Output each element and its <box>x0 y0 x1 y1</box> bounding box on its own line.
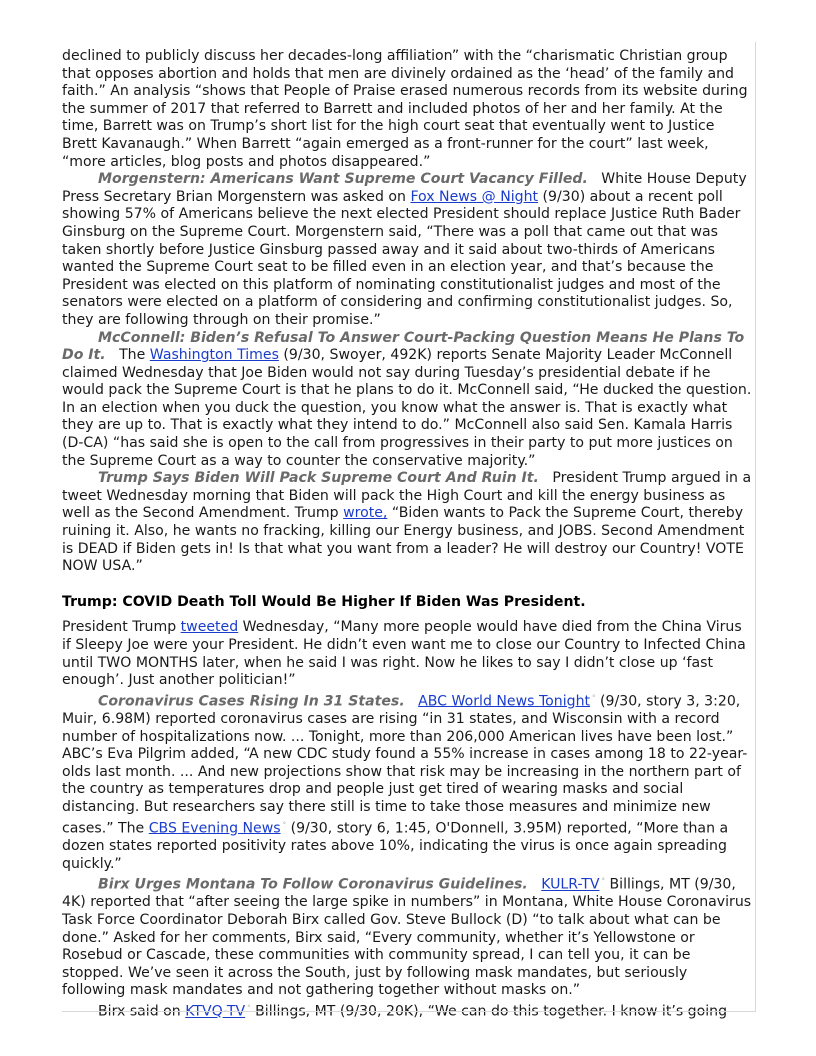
article-text: Billings, MT (9/30, 4K) reported that “after seeing the large spike in numbers” in Montana, White House Coronavirus Task Force Coordinator Deborah Birx called Gov. Steve Bullock (D) “to talk about what can be done.” Asked for her comments, Birx said, “Every community, whether it’s Yellowstone or Rosebud or Cascade, these communities with community spread, I can tell you, it can be stopped. We’ve seen it across the South, just by following mask mandates, but seriously following mask mandates and not gathering together without masks on.” <box>62 876 752 999</box>
article-headline: Morgenstern: Americans Want Supreme Court Vacancy Filled. <box>98 171 588 188</box>
article-text: Billings, MT (9/30, 20K), “We can do this together. I know it’s going <box>250 1003 728 1020</box>
video-mark-icon: ° <box>247 1003 251 1012</box>
article-headline: Birx Urges Montana To Follow Coronavirus Guidelines. <box>98 876 528 893</box>
fox-news-link[interactable]: Fox News @ Night <box>410 188 539 205</box>
article-text: President Trump <box>62 619 181 636</box>
article-morgenstern <box>62 171 753 329</box>
article-text: “Biden wants to Pack the Supreme Court, thereby ruining it. Also, he wants no fracking, killing our Energy business, and JOBS. Second Amendment is DEAD if Biden gets in! Is that what you want from a leader? He will destroy our Country! VOTE NOW USA.” <box>62 505 745 575</box>
article-text: (9/30) about a recent poll showing 57% of Americans believe the next elected President should replace Justice Ruth Bader Ginsburg on the Supreme Court. Morgenstern said, “There was a poll that came out that was taken shortly before Justice Ginsburg passed away and it said about two-thirds of Americans wanted the Supreme Court seat to be filled even in an election year, and that’s because the President was elected on this platform of nominating constitutionalist judges and most of the senators were elected on a platform of considering and confirming constitutionalist judges. So, they are following through on their promise.” <box>62 188 741 328</box>
article-birx-montana <box>62 873 753 1000</box>
paragraph-barrett-people-of-praise <box>62 48 753 171</box>
paragraph-text: declined to publicly discuss her decades-long affiliation” with the “charismatic Christian group that opposes abortion and holds that men are divinely ordained as the ‘head’ of the family and faith.” An analysis “shows that People of Praise erased numerous records from its website during the summer of 2017 that referred to Barrett and included photos of her and her family. At the time, Barrett was on Trump’s short list for the high court seat that eventually went to Justice Brett Kavanaugh.” When Barrett “again emerged as a front-runner for the court” last week, “more articles, blog posts and photos disappeared.” <box>62 48 748 170</box>
paragraph-trump-tweet <box>62 619 753 689</box>
video-mark-icon: ° <box>592 693 596 702</box>
section-heading: Trump: COVID Death Toll Would Be Higher If Biden Was President. <box>62 593 586 610</box>
video-mark-icon: ° <box>601 877 605 886</box>
article-text: (9/30, story 3, 3:20, Muir, 6.98M) reported coronavirus cases are rising “in 31 states, and Wisconsin with a record number of hospitalizations now. ... Tonight, more than 206,000 American lives have been lost.” ABC’s Eva Pilgrim added, “A new CDC study found a 55% increase in cases among 18 to 22-year-olds last month. ... And new projections show that risk may be increasing in the northern part of the country as temperatures drop and people just get tired of wearing masks and social distancing. But researchers say there still is time to take those measures and minimize new cases.” The <box>62 693 748 837</box>
article-text: (9/30, Swoyer, 492K) reports Senate Majority Leader McConnell claimed Wednesday that Joe Biden would not say during Tuesday’s presidential debate if he would pack the Supreme Court is that he plans to do it. McConnell said, “He ducked the question. In an election when you duck the question, you know what the answer is. That is exactly what they are up to. That is exactly what they intend to do.” McConnell also said Sen. Kamala Harris (D-CA) “has said she is open to the call from progressives in their party to put more justices on the Supreme Court as a way to counter the conservative majority.” <box>62 347 752 469</box>
article-text: Birx said on <box>98 1003 186 1020</box>
article-trump-court-packing <box>62 470 753 576</box>
article-coronavirus-31-states <box>62 690 753 873</box>
ktvq-tv-link[interactable]: KTVQ-TV <box>185 1003 246 1020</box>
page-bottom-rule <box>62 1011 756 1012</box>
washington-times-link[interactable]: Washington Times <box>149 347 279 364</box>
article-mcconnell <box>62 330 753 471</box>
article-headline: McConnell: Biden’s Refusal To Answer Court-Packing Question Means He Plans To Do It. <box>62 329 745 364</box>
video-mark-icon: ° <box>282 820 287 829</box>
article-headline: Coronavirus Cases Rising In 31 States. <box>98 693 405 710</box>
abc-world-news-link[interactable]: ABC World News Tonight <box>418 693 591 710</box>
trump-wrote-link[interactable]: wrote, <box>343 505 388 522</box>
document-page <box>62 42 756 1020</box>
trump-tweeted-link[interactable]: tweeted <box>180 619 239 636</box>
article-text: The <box>119 347 150 364</box>
article-text: President Trump argued in a tweet Wednesday morning that Biden will pack the High Court and kill the energy business as well as the Second Amendment. Trump <box>62 470 752 522</box>
article-text: Wednesday, “Many more people would have died from the China Virus if Sleepy Joe were your President. He didn’t even want me to close our Country to Infected China until TWO MONTHS later, when he said I was right. Now he likes to say I didn’t close up ‘fast enough’. Just another politician!” <box>62 619 746 689</box>
article-text: (9/30, story 6, 1:45, O'Donnell, 3.95M) reported, “More than a dozen states reported positivity rates above 10%, indicating the virus is once again spreading quickly.” <box>62 820 729 872</box>
cbs-evening-news-link[interactable]: CBS Evening News <box>148 820 281 837</box>
kulr-tv-link[interactable]: KULR-TV <box>541 876 600 893</box>
article-text: White House Deputy Press Secretary Brian Morgenstern was asked on <box>62 171 747 205</box>
document-body <box>62 42 755 1021</box>
article-headline: Trump Says Biden Will Pack Supreme Court And Ruin It. <box>98 470 539 487</box>
